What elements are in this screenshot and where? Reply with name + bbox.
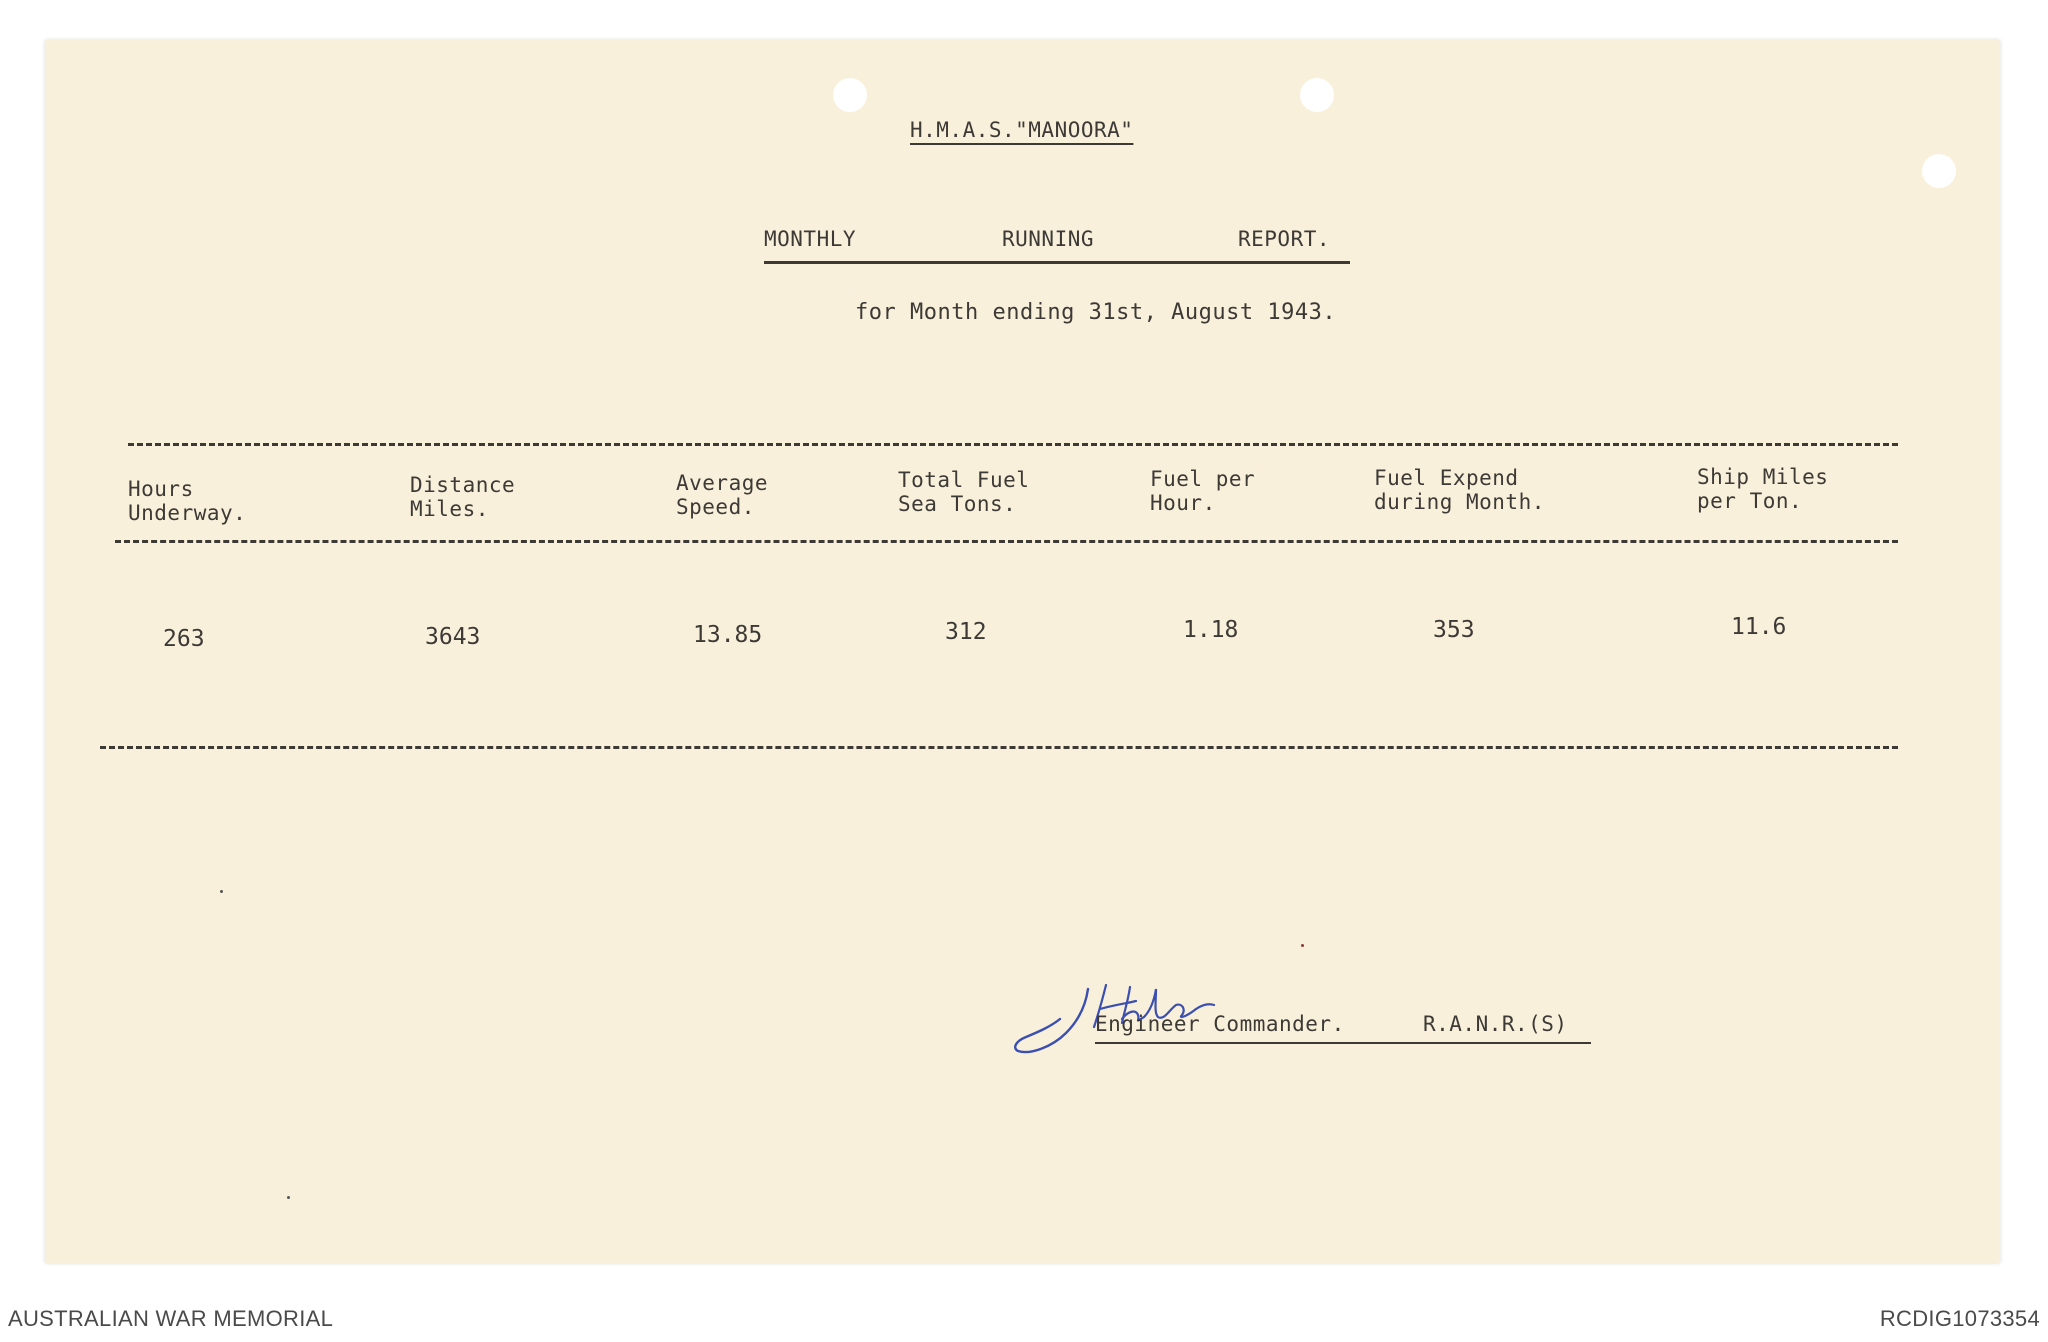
column-header-fuel-per-hour — [1150, 467, 1255, 515]
column-header-line: Sea Tons. — [898, 492, 1017, 516]
punch-hole — [1300, 78, 1334, 112]
heading-word: RUNNING — [1002, 227, 1095, 251]
column-header-line: Miles. — [410, 497, 489, 521]
table-cell-speed: 13.85 — [693, 622, 763, 648]
column-header-line: per Ton. — [1697, 489, 1803, 513]
paper-sheet — [45, 40, 2000, 1263]
paper-speck — [220, 890, 223, 893]
table-top-rule — [128, 443, 1898, 446]
column-header-line: Average — [676, 471, 769, 495]
archive-id: RCDIG1073354 — [1879, 1306, 2040, 1331]
column-header-line: Underway. — [128, 501, 247, 525]
column-header-speed — [676, 471, 768, 519]
column-header-line: Hour. — [1150, 491, 1216, 515]
column-header-fuel-expend — [1374, 466, 1545, 514]
column-header-line: Fuel Expend — [1374, 466, 1519, 490]
column-header-line: Fuel per — [1150, 467, 1256, 491]
signer-service: R.A.N.R.(S) — [1423, 1012, 1568, 1036]
table-cell-total-fuel: 312 — [945, 619, 987, 645]
table-cell-fuel-per-hour: 1.18 — [1183, 617, 1239, 643]
column-header-hours — [128, 477, 246, 525]
report-period: for Month ending 31st, August 1943. — [855, 300, 1337, 325]
archive-credit: AUSTRALIAN WAR MEMORIAL — [8, 1306, 334, 1331]
column-header-ship-miles — [1697, 465, 1828, 513]
heading-word: REPORT. — [1238, 227, 1331, 251]
signature-caption — [1095, 1012, 1591, 1044]
report-heading — [764, 227, 1350, 264]
paper-speck — [1301, 944, 1304, 947]
table-cell-fuel-expend: 353 — [1433, 617, 1475, 643]
column-header-line: Speed. — [676, 495, 755, 519]
column-header-line: Total Fuel — [898, 468, 1030, 492]
table-cell-distance: 3643 — [425, 624, 481, 650]
heading-word: MONTHLY — [764, 227, 857, 251]
table-cell-ship-miles: 11.6 — [1731, 614, 1787, 640]
column-header-line: Distance — [410, 473, 516, 497]
column-header-distance — [410, 473, 515, 521]
column-header-total-fuel — [898, 468, 1029, 516]
column-header-line: Ship Miles — [1697, 465, 1829, 489]
table-bottom-rule — [100, 746, 1898, 749]
table-cell-hours: 263 — [163, 626, 205, 652]
signer-rank: Engineer Commander. — [1095, 1012, 1345, 1036]
column-header-line: during Month. — [1374, 490, 1545, 514]
column-header-line: Hours — [128, 477, 194, 501]
paper-speck — [287, 1196, 290, 1199]
punch-hole — [833, 78, 867, 112]
ship-title: H.M.A.S."MANOORA" — [910, 118, 1134, 142]
punch-hole — [1922, 154, 1956, 188]
header-bottom-rule — [115, 540, 1898, 543]
